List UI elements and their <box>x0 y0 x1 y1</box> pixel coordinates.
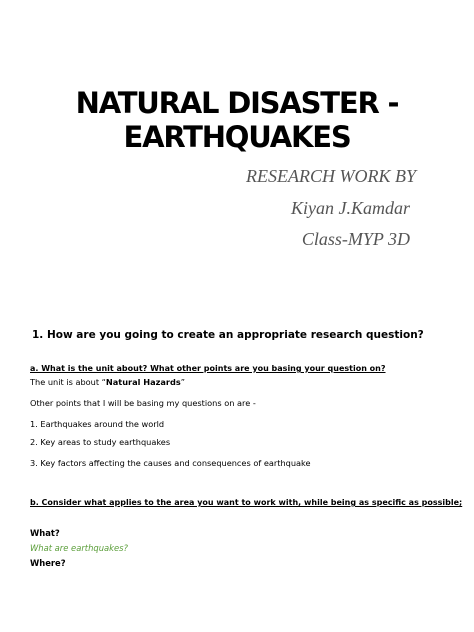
unit-suffix: ” <box>180 377 185 387</box>
part-a-heading: a. What is the unit about? What other points are you basing your question on? <box>30 364 386 373</box>
byline-research-work: RESEARCH WORK BY <box>246 166 416 186</box>
list-item: 1. Earthquakes around the world <box>30 419 165 429</box>
unit-sentence <box>30 377 185 387</box>
unit-prefix: The unit is about “ <box>30 377 106 387</box>
what-label: What? <box>30 528 60 538</box>
part-b-heading: b. Consider what applies to the area you want to work with, while being as specific as possible; <box>30 498 463 507</box>
title-line-2: EARTHQUAKES <box>123 120 351 154</box>
list-item: 3. Key factors affecting the causes and consequences of earthquake <box>30 458 311 468</box>
byline-author: Kiyan J.Kamdar <box>291 198 410 218</box>
unit-name: Natural Hazards <box>105 377 181 387</box>
where-label: Where? <box>30 558 66 568</box>
other-points-intro: Other points that I will be basing my questions on are - <box>30 398 256 408</box>
question-1-heading: 1. How are you going to create an appropriate research question? <box>32 329 424 341</box>
title-line-1: NATURAL DISASTER - <box>75 86 399 120</box>
what-answer: What are earthquakes? <box>30 543 128 553</box>
byline-class: Class-MYP 3D <box>301 229 410 249</box>
list-item: 2. Key areas to study earthquakes <box>30 437 171 447</box>
